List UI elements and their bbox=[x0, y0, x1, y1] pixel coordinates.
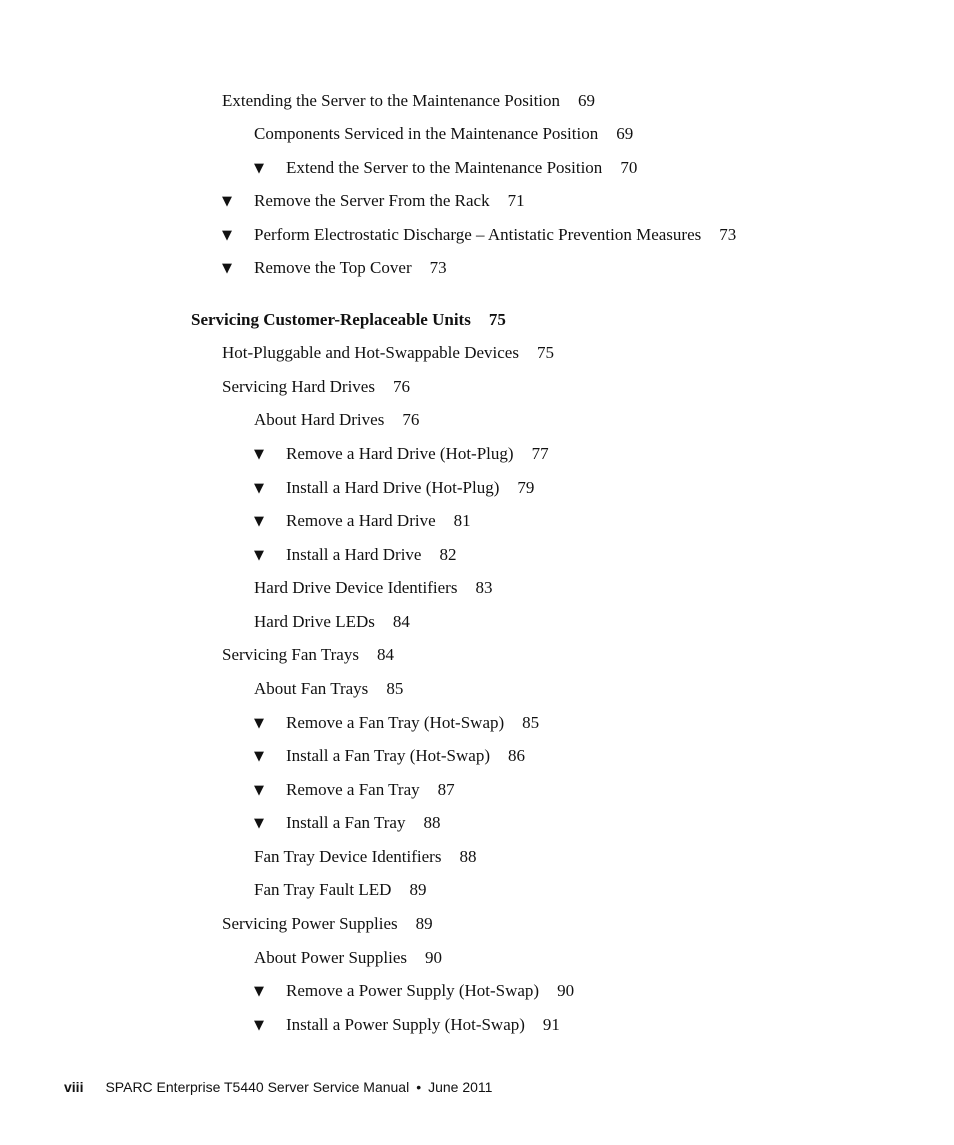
toc-entry-title: Remove a Hard Drive bbox=[286, 511, 436, 530]
toc-entry-page-number: 87 bbox=[437, 780, 455, 799]
procedure-triangle-icon: ▼ bbox=[254, 514, 264, 529]
toc-entry-page-number: 71 bbox=[507, 191, 525, 210]
toc-entry-page-number: 84 bbox=[392, 612, 410, 631]
toc-entry-page-number: 75 bbox=[536, 343, 554, 362]
toc-entry-title: Remove a Power Supply (Hot-Swap) bbox=[286, 981, 540, 1000]
procedure-triangle-icon: ▼ bbox=[222, 228, 232, 243]
page-footer bbox=[64, 1077, 492, 1097]
procedure-triangle-icon: ▼ bbox=[254, 816, 264, 831]
toc-entry-title: Hard Drive Device Identifiers bbox=[254, 578, 458, 597]
toc-entry-page-number: 76 bbox=[392, 377, 410, 396]
toc-entry-title: About Hard Drives bbox=[254, 410, 385, 429]
toc-entry-title: About Fan Trays bbox=[254, 679, 369, 698]
toc-entry-title: Servicing Fan Trays bbox=[222, 645, 359, 664]
toc-entry[interactable] bbox=[254, 1014, 560, 1037]
toc-entry-page-number: 83 bbox=[475, 578, 493, 597]
procedure-triangle-icon: ▼ bbox=[254, 716, 264, 731]
toc-entry-title: Fan Tray Fault LED bbox=[254, 880, 392, 899]
toc-entry-page-number: 88 bbox=[423, 813, 441, 832]
toc-entry-page-number: 90 bbox=[425, 948, 442, 967]
toc-entry-title: Remove the Top Cover bbox=[254, 258, 412, 277]
toc-entry[interactable] bbox=[254, 577, 492, 599]
toc-entry-title: Extending the Server to the Maintenance Position bbox=[222, 91, 561, 110]
toc-entry-page-number: 69 bbox=[578, 91, 596, 110]
procedure-triangle-icon: ▼ bbox=[254, 984, 264, 999]
toc-entry-page-number: 70 bbox=[620, 158, 638, 177]
toc-entry[interactable] bbox=[254, 409, 419, 431]
toc-entry[interactable] bbox=[254, 980, 574, 1003]
toc-entry-title: Remove the Server From the Rack bbox=[254, 191, 490, 210]
procedure-triangle-icon: ▼ bbox=[254, 548, 264, 563]
toc-entry-title: Remove a Fan Tray bbox=[286, 780, 420, 799]
procedure-triangle-icon: ▼ bbox=[254, 749, 264, 764]
toc-entry-page-number: 75 bbox=[488, 310, 506, 329]
toc-entry-page-number: 82 bbox=[439, 545, 457, 564]
procedure-triangle-icon: ▼ bbox=[254, 1018, 264, 1033]
toc-entry-title: About Power Supplies bbox=[254, 948, 407, 967]
toc-entry-page-number: 79 bbox=[517, 478, 535, 497]
toc-entry[interactable] bbox=[254, 157, 637, 180]
procedure-triangle-icon: ▼ bbox=[254, 481, 264, 496]
footer-date: June 2011 bbox=[428, 1079, 493, 1095]
toc-entry[interactable] bbox=[254, 443, 549, 466]
toc-entry[interactable] bbox=[254, 123, 633, 145]
toc-entry[interactable] bbox=[254, 678, 403, 700]
toc-entry-title: Install a Power Supply (Hot-Swap) bbox=[286, 1015, 525, 1034]
toc-entry-page-number: 81 bbox=[453, 511, 471, 530]
toc-entry[interactable] bbox=[254, 846, 476, 868]
toc-entry-page-number: 84 bbox=[376, 645, 394, 664]
toc-entry-page-number: 85 bbox=[386, 679, 404, 698]
toc-entry[interactable] bbox=[254, 510, 471, 533]
toc-entry-title: Servicing Customer-Replaceable Units bbox=[191, 310, 471, 329]
footer-page-number: viii bbox=[64, 1079, 84, 1095]
toc-entry-title: Servicing Hard Drives bbox=[222, 377, 375, 396]
toc-entry-title: Hard Drive LEDs bbox=[254, 612, 375, 631]
toc-entry-page-number: 73 bbox=[719, 225, 737, 244]
toc-entry-title: Remove a Hard Drive (Hot-Plug) bbox=[286, 444, 514, 463]
toc-entry[interactable] bbox=[222, 257, 447, 280]
toc-entry[interactable] bbox=[254, 745, 525, 768]
toc-entry[interactable] bbox=[191, 309, 506, 331]
procedure-triangle-icon: ▼ bbox=[222, 194, 232, 209]
toc-entry[interactable] bbox=[254, 879, 426, 901]
toc-entry[interactable] bbox=[222, 644, 394, 666]
toc-entry-page-number: 77 bbox=[531, 444, 549, 463]
procedure-triangle-icon: ▼ bbox=[222, 261, 232, 276]
toc-entry[interactable] bbox=[254, 477, 534, 500]
toc-entry-title: Fan Tray Device Identifiers bbox=[254, 847, 442, 866]
toc-entry-title: Install a Fan Tray (Hot-Swap) bbox=[286, 746, 490, 765]
toc-entry[interactable] bbox=[254, 544, 456, 567]
toc-entry-title: Install a Fan Tray bbox=[286, 813, 406, 832]
toc-entry-title: Extend the Server to the Maintenance Position bbox=[286, 158, 603, 177]
toc-entry[interactable] bbox=[222, 913, 433, 935]
toc-entry-page-number: 89 bbox=[409, 880, 427, 899]
toc-entry-page-number: 91 bbox=[542, 1015, 560, 1034]
toc-entry-page-number: 88 bbox=[459, 847, 477, 866]
toc-entry[interactable] bbox=[222, 190, 525, 213]
toc-entry[interactable] bbox=[254, 611, 410, 633]
toc-entry[interactable] bbox=[222, 90, 595, 112]
procedure-triangle-icon: ▼ bbox=[254, 161, 264, 176]
toc-entry[interactable] bbox=[222, 376, 410, 398]
toc-entry[interactable] bbox=[254, 712, 539, 735]
toc-entry[interactable] bbox=[222, 342, 554, 364]
procedure-triangle-icon: ▼ bbox=[254, 783, 264, 798]
toc-entry-page-number: 69 bbox=[616, 124, 634, 143]
toc-entry-title: Perform Electrostatic Discharge – Antistatic Prevention Measures bbox=[254, 225, 702, 244]
toc-entry-title: Install a Hard Drive (Hot-Plug) bbox=[286, 478, 500, 497]
footer-manual-title: SPARC Enterprise T5440 Server Service Manual bbox=[105, 1079, 410, 1095]
toc-entry[interactable] bbox=[254, 812, 440, 835]
toc-entry-page-number: 89 bbox=[415, 914, 433, 933]
toc-entry-page-number: 73 bbox=[429, 258, 447, 277]
toc-entry-page-number: 90 bbox=[557, 981, 575, 1000]
toc-entry-title: Install a Hard Drive bbox=[286, 545, 422, 564]
procedure-triangle-icon: ▼ bbox=[254, 447, 264, 462]
toc-entry-page-number: 76 bbox=[402, 410, 420, 429]
toc-entry-title: Hot-Pluggable and Hot-Swappable Devices bbox=[222, 343, 519, 362]
toc-entry[interactable] bbox=[254, 779, 455, 802]
footer-separator: • bbox=[416, 1079, 422, 1095]
toc-entry[interactable] bbox=[222, 224, 736, 247]
toc-entry-page-number: 86 bbox=[507, 746, 525, 765]
toc-entry[interactable] bbox=[254, 947, 442, 969]
toc-entry-title: Servicing Power Supplies bbox=[222, 914, 398, 933]
toc-entry-title: Remove a Fan Tray (Hot-Swap) bbox=[286, 713, 505, 732]
toc-entry-title: Components Serviced in the Maintenance Position bbox=[254, 124, 599, 143]
toc-entry-page-number: 85 bbox=[522, 713, 540, 732]
